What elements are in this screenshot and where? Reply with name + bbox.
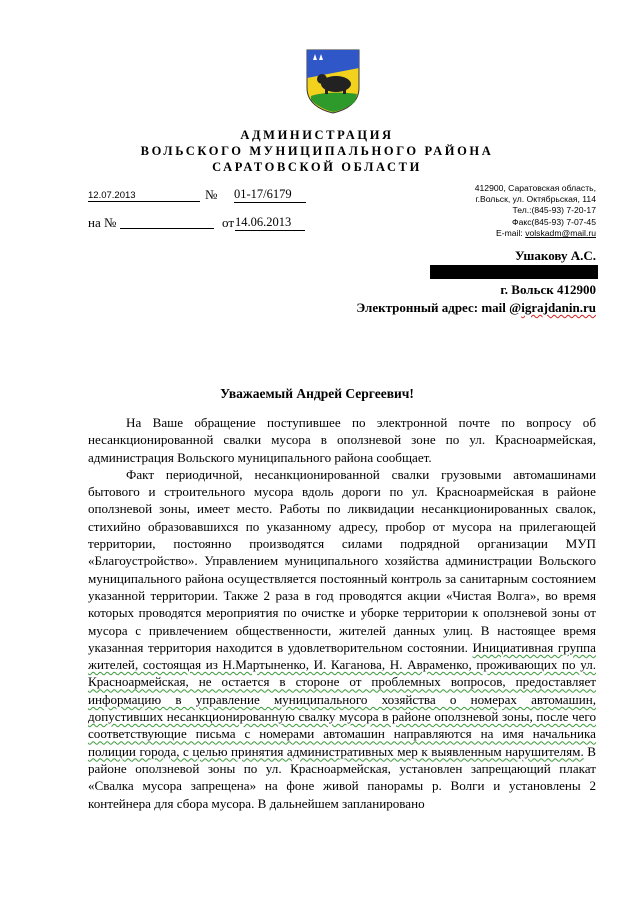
address-fax: Факс(845-93) 7-07-45 — [512, 216, 596, 227]
coat-of-arms-icon — [303, 48, 363, 114]
letter-body — [88, 414, 596, 812]
org-title-line1: АДМИНИСТРАЦИЯ — [240, 128, 394, 142]
paragraph-2-main: Факт периодичной, несанкционированной свалки грузовыми автомашинами бытового и строительного мусора вдоль дороги по ул. Красноармейская в районе оползневой зоны, имеет место. Работы по ликвидации несанкционированных свалок, стихийно образовавшихся по указанному адресу, пробор от мусора на прилегающей территории, постоянно производятся силами подрядной организации МУП «Благоустройство». Управлением муниципального хозяйства администрации Вольского муниципального района осуществляется постоянный контроль за санитарным состоянием указанной территории. Также 2 раза в год проводятся акции «Чистая Волга», во время которых проводятся мероприятия по очистке и уборке территории к оползневой зоны от мусора с привлечением общественности, жителей данных улиц. В настоящее время указанная территория находится в удовлетворительном состоянии. — [88, 466, 596, 655]
recipient-city: г. Вольск 412900 — [500, 282, 596, 297]
ref-prefix: на № — [88, 215, 117, 230]
recipient-email — [356, 300, 596, 316]
email-label: E-mail: — [496, 227, 523, 238]
org-title-line3: САРАТОВСКОЙ ОБЛАСТИ — [212, 160, 422, 174]
org-title-line2: ВОЛЬСКОГО МУНИЦИПАЛЬНОГО РАЙОНА — [140, 144, 494, 158]
ref-number-blank — [120, 228, 214, 229]
greeting: Уважаемый Андрей Сергеевич! — [220, 386, 414, 401]
address-line2: г.Вольск, ул. Октябрьская, 114 — [475, 194, 596, 205]
address-line1: 412900, Саратовская область, — [474, 183, 596, 193]
paragraph-2 — [88, 466, 596, 812]
address-phone: Тел.:(845-93) 7-20-17 — [512, 205, 596, 216]
reg-number: 01-17/6179 — [234, 187, 306, 203]
recipient-name: Ушакову А.С. — [514, 248, 596, 263]
recipient-email-value: igrajdanin.ru — [521, 300, 596, 315]
reg-number-sign: № — [205, 187, 218, 202]
paragraph-2-highlight: Инициативная группа жителей, состоящая из Н.Мартыненко, И. Каганова, Н. Авраменко, проживающих по ул. Красноармейская, не остается в стороне от проблемных вопросов, предоставляет информацию в управление муниципального хозяйства о номерах автомашин, допустивших несанкционированную свалку мусора в районе оползневой зоны, после чего соответствующие письма с номерами автомашин направляются на имя начальника полиции города, с целью принятия административных мер к выявленным нарушителям. — [88, 639, 596, 759]
redacted-address-bar — [430, 265, 598, 279]
paragraph-1: На Ваше обращение поступившее по электронной почте по вопросу об несанкционированной свалки мусора в оползневой зоне по ул. Красноармейская, администрация Вольского муниципального района сообщает. — [88, 415, 596, 465]
reg-date: 12.07.2013 — [88, 190, 200, 202]
ref-date: 14.06.2013 — [235, 215, 305, 231]
recipient-email-label: Электронный адрес: mail @ — [356, 300, 522, 315]
address-email-row — [475, 228, 596, 239]
paragraph-2-tail: В районе оползневой зоны по ул. Красноармейская, установлен запрещающий плакат «Свалка мусора запрещена» на фоне живой панорамы р. Волги и установлены 2 контейнера для сбора мусора. В дальнейшем запланировано — [88, 743, 596, 811]
org-email-link[interactable]: volskadm@mail.ru — [525, 227, 596, 238]
ref-from-prefix: от — [222, 215, 235, 230]
org-address — [475, 183, 596, 239]
